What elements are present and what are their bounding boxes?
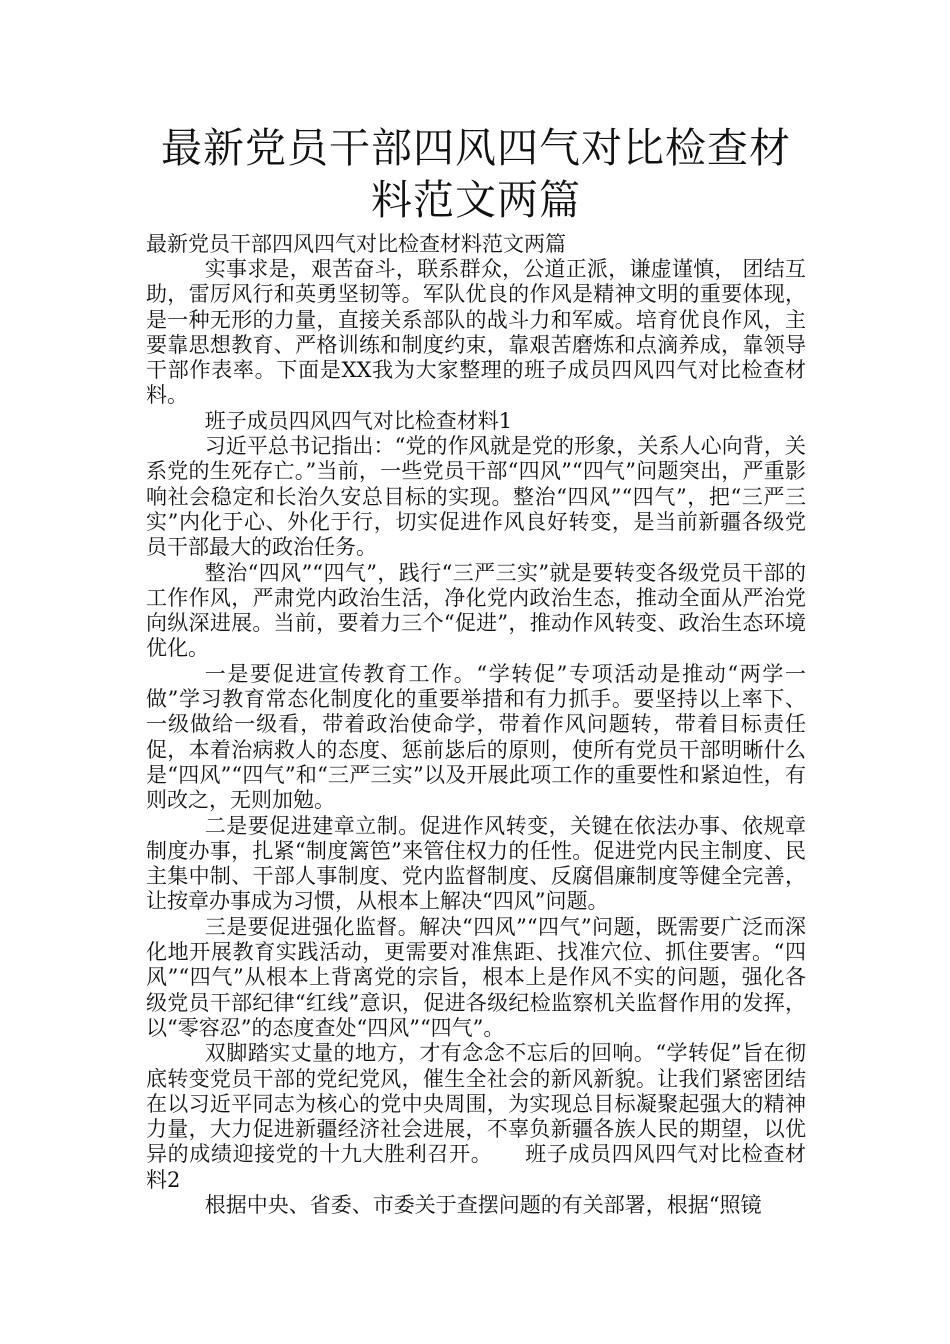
section-heading-1: 班子成员四风四气对比检查材料1 [204,408,513,433]
paragraph: 三是要促进强化监督。解决“四风”“四气”问题，既需要广泛而深化地开展教育实践活动，更需要对准焦距、找准穴位、抓住要害。“四风”“四气”从根本上背离党的宗旨，根本上是作风不实的问题，强化各级党员干部纪律“红线”意识，促进各级纪检监察机关监督作用的发挥，以“零容忍”的态度查处“四风”“四气”。 [146,914,806,1040]
paragraph: 整治“四风”“四气”，践行“三严三实”就是要转变各级党员干部的工作作风，严肃党内政治生活，净化党内政治生态，推动全面从严治党向纵深进展。当前，要着力三个“促进”，推动作风转变、政治生态环境优化。 [146,560,806,661]
paragraph-intro: 实事求是，艰苦奋斗，联系群众，公道正派，谦虚谨慎， 团结互助，雷厉风行和英勇坚韧等。军队优良的作风是精神文明的重要体现，是一种无形的力量，直接关系部队的战斗力和军威。培育优良作风，主要靠思想教育、严格训练和制度约束，靠艰苦磨炼和点滴养成，靠领导干部作表率。下面是XX我为大家整理的班子成员四风四气对比检查材料。 [146,257,806,408]
paragraph: 根据中央、省委、市委关于查摆问题的有关部署，根据“照镜 [204,1192,762,1217]
document-page [146,122,806,1218]
paragraph: 双脚踏实丈量的地方，才有念念不忘后的回响。“学转促”旨在彻底转变党员干部的党纪党风，催生全社会的新风新貌。让我们紧密团结在以习近平同志为核心的党中央周围，为实现总目标凝聚起强大的精神力量，大力促进新疆经济社会进展，不辜负新疆各族人民的期望，以优异的成绩迎接党的十九大胜利召开。 班子成员四风四气对比检查材料2 [146,1041,806,1192]
document-title: 最新党员干部四风四气对比检查材料范文两篇 [161,124,791,224]
paragraph: 一是要促进宣传教育工作。“学转促”专项活动是推动“两学一做”学习教育常态化制度化的重要举措和有力抓手。要坚持以上率下、一级做给一级看，带着政治使命学，带着作风问题转，带着目标责任促，本着治病救人的态度、惩前毖后的原则，使所有党员干部明晰什么是“四风”“四气”和“三严三实”以及开展此项工作的重要性和紧迫性，有则改之，无则加勉。 [146,661,806,813]
paragraph: 习近平总书记指出：“党的作风就是党的形象，关系人心向背，关系党的生死存亡。”当前，一些党员干部“四风”“四气”问题突出，严重影响社会稳定和长治久安总目标的实现。整治“四风”“四气”，把“三严三实”内化于心、外化于行，切实促进作风良好转变，是当前新疆各级党员干部最大的政治任务。 [146,434,806,560]
paragraph: 二是要促进建章立制。促进作风转变，关键在依法办事、依规章制度办事，扎紧“制度篱笆”来管住权力的任性。促进党内民主制度、民主集中制、干部人事制度、党内监督制度、反腐倡廉制度等健全完善，让按章办事成为习惯，从根本上解决“四风”问题。 [146,813,806,914]
document-subtitle: 最新党员干部四风四气对比检查材料范文两篇 [146,232,566,256]
